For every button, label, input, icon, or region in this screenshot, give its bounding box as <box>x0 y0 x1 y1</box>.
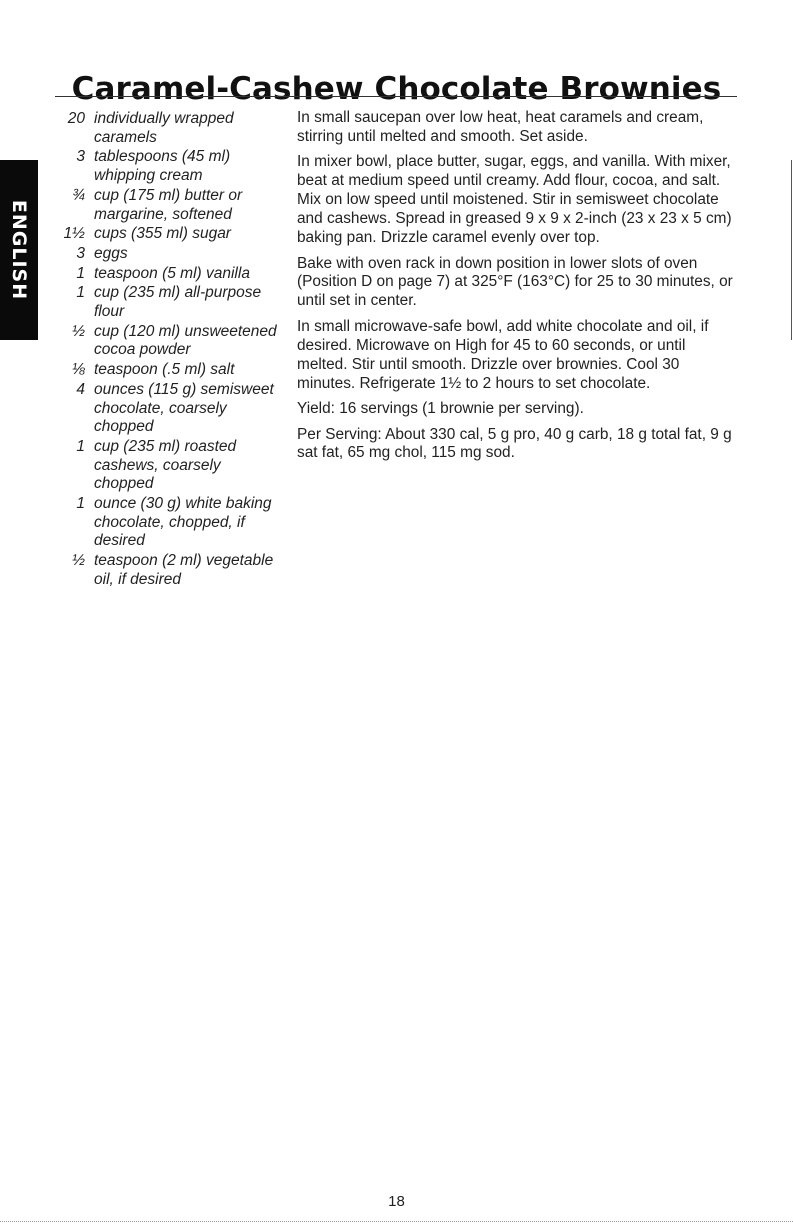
ingredient-quantity: ½ <box>72 322 85 340</box>
ingredient-item <box>40 381 280 437</box>
language-tab <box>0 160 38 340</box>
ingredient-item <box>40 110 280 147</box>
instruction-paragraph: In mixer bowl, place butter, sugar, eggs, and vanilla. With mixer, beat at medium speed until creamy. Add flour, cocoa, and salt. Mix on low speed until moistened. Stir in semisweet chocolate and cashews. Spread in greased 9 x 9 x 2-inch (23 x 23 x 5 cm) baking pan. Drizzle caramel evenly over top. <box>297 153 732 247</box>
ingredient-description: cup (235 ml) roasted cashews, coarsely chopped <box>94 437 237 493</box>
ingredient-description: ounces (115 g) semisweet chocolate, coarsely chopped <box>94 380 274 436</box>
ingredient-quantity: 1 <box>76 264 85 282</box>
instruction-paragraph: Bake with oven rack in down position in lower slots of oven (Position D on page 7) at 325°F (163°C) for 25 to 30 minutes, or until set in center. <box>297 254 733 310</box>
ingredient-item <box>40 438 280 494</box>
instruction-paragraph: In small microwave-safe bowl, add white chocolate and oil, if desired. Microwave on High for 45 to 60 seconds, or until melted. Stir until smooth. Drizzle over brownies. Cool 30 minutes. Refrigerate 1½ to 2 hours to set chocolate. <box>297 317 709 392</box>
ingredient-description: teaspoon (2 ml) vegetable oil, if desired <box>94 552 274 588</box>
ingredient-item <box>40 148 280 185</box>
ingredient-description: individually wrapped caramels <box>94 110 234 146</box>
ingredient-description: teaspoon (5 ml) vanilla <box>94 264 250 282</box>
ingredient-item <box>40 495 280 551</box>
ingredient-quantity: ¾ <box>72 186 85 204</box>
bottom-divider <box>0 1221 793 1222</box>
ingredient-quantity: 1 <box>76 437 85 455</box>
language-tab-label: ENGLISH <box>8 199 30 301</box>
margin-marker <box>791 160 792 340</box>
instructions <box>297 109 739 470</box>
ingredient-quantity: ½ <box>72 552 85 570</box>
ingredient-item <box>40 187 280 224</box>
ingredient-quantity: 1 <box>76 284 85 302</box>
ingredient-quantity: 4 <box>76 380 85 398</box>
yield-text: Yield: 16 servings (1 brownie per serving). <box>297 400 584 418</box>
ingredient-item <box>40 323 280 360</box>
ingredient-quantity: 3 <box>76 244 85 262</box>
ingredient-description: tablespoons (45 ml) whipping cream <box>94 148 231 185</box>
ingredient-description: cups (355 ml) sugar <box>94 225 231 243</box>
ingredient-item <box>40 225 280 244</box>
ingredient-quantity: ⅛ <box>72 361 85 379</box>
title-divider <box>55 96 737 97</box>
ingredient-item <box>40 284 280 321</box>
page-title: Caramel-Cashew Chocolate Brownies <box>71 70 722 107</box>
ingredient-item <box>40 245 280 264</box>
nutrition-text: Per Serving: About 330 cal, 5 g pro, 40 g carb, 18 g total fat, 9 g sat fat, 65 mg chol, 115 mg sod. <box>297 425 732 462</box>
ingredient-description: cup (175 ml) butter or margarine, softened <box>94 186 243 223</box>
ingredient-description: cup (120 ml) unsweetened cocoa powder <box>94 322 277 359</box>
ingredient-item <box>40 265 280 284</box>
ingredient-item <box>40 552 280 589</box>
ingredient-description: ounce (30 g) white baking chocolate, chopped, if desired <box>94 495 272 550</box>
instruction-paragraph: In small saucepan over low heat, heat caramels and cream, stirring until melted and smooth. Set aside. <box>297 109 704 145</box>
ingredient-description: teaspoon (.5 ml) salt <box>94 361 235 379</box>
ingredient-item <box>40 361 280 380</box>
ingredient-quantity: 1 <box>76 495 85 513</box>
ingredient-list <box>40 110 280 591</box>
ingredient-quantity: 1½ <box>63 225 85 243</box>
ingredient-description: eggs <box>94 244 128 262</box>
ingredient-quantity: 3 <box>76 148 85 166</box>
ingredient-description: cup (235 ml) all-purpose flour <box>94 284 262 321</box>
ingredient-quantity: 20 <box>67 110 85 127</box>
page-number: 18 <box>388 1193 405 1210</box>
